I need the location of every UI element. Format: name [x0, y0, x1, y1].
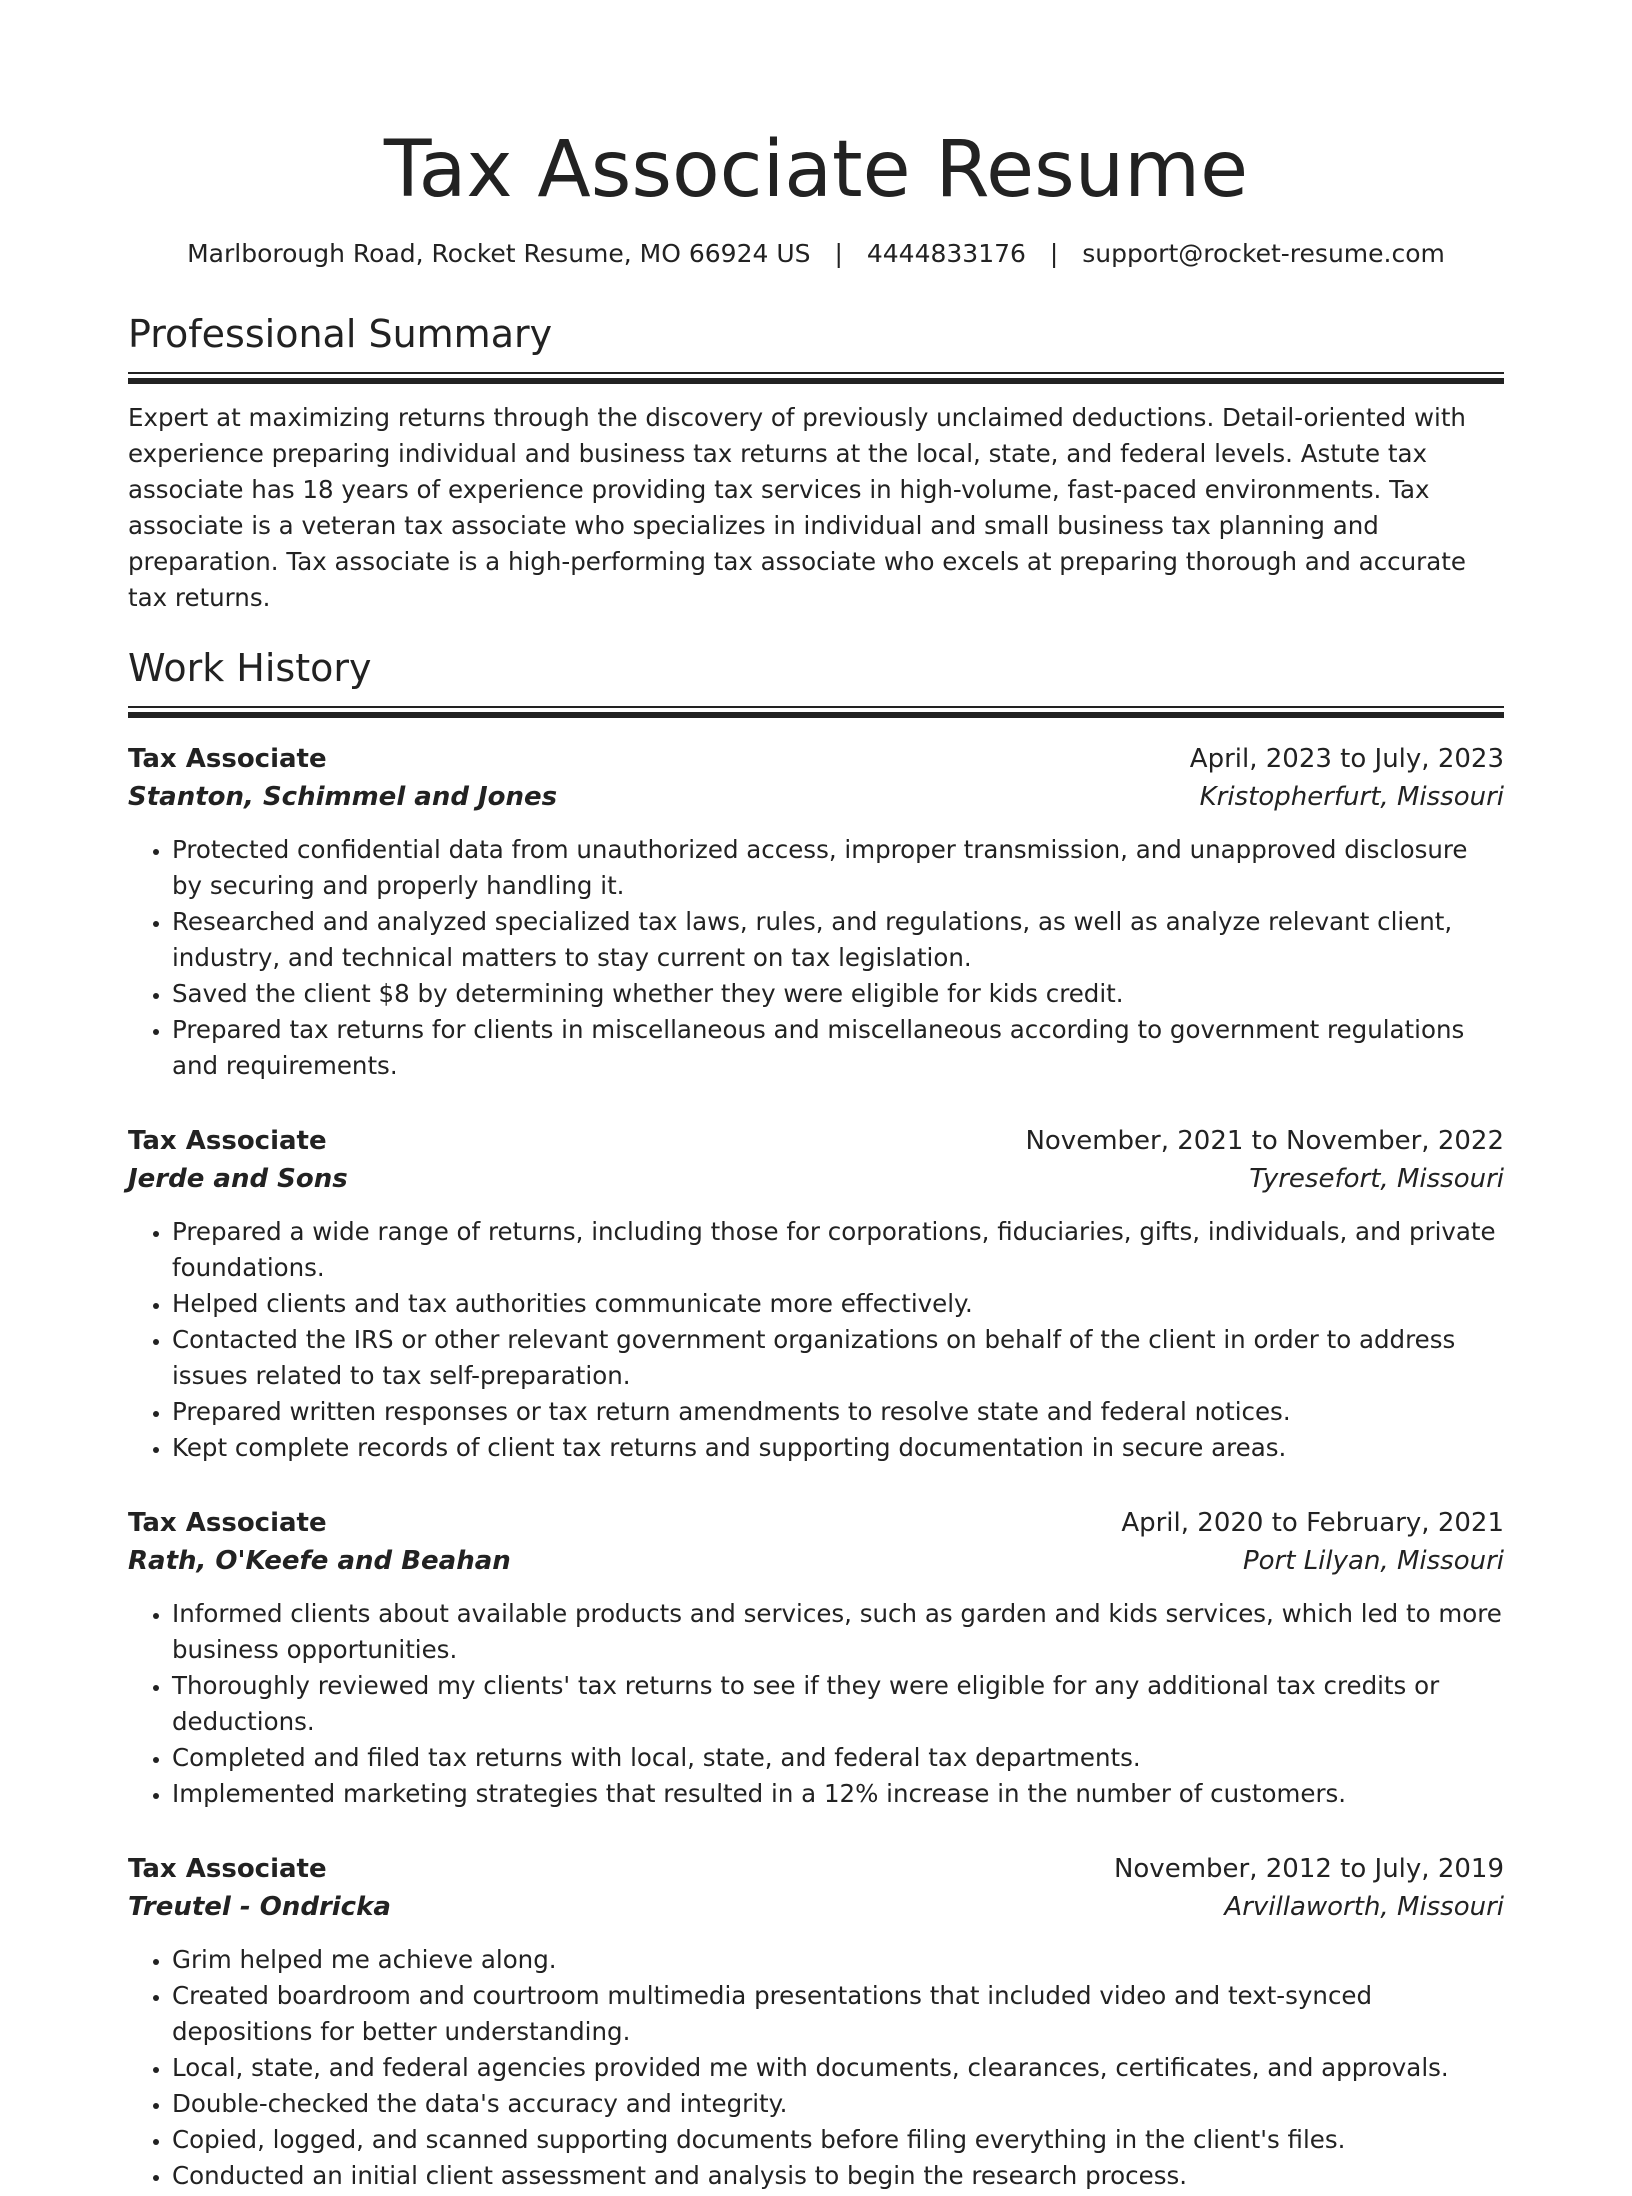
contact-address: Marlborough Road, Rocket Resume, MO 66924 US — [187, 239, 811, 268]
job-duty-item: • Prepared written responses or tax return amendments to resolve state and federal notices. — [172, 1394, 1504, 1430]
job-duty-item: • Helped clients and tax authorities communicate more effectively. — [172, 1286, 1504, 1322]
job-header-row — [128, 740, 1504, 778]
job-title: Tax Associate — [128, 744, 327, 774]
job-company: Rath, O'Keefe and Beahan — [128, 1546, 511, 1576]
job-duties-list — [128, 832, 1504, 1084]
job-duty-item: • Local, state, and federal agencies provided me with documents, clearances, certificates, and approvals. — [172, 2050, 1504, 2086]
job-duty-item: • Conducted an initial client assessment and analysis to begin the research process. — [172, 2158, 1504, 2194]
professional-summary-section — [128, 310, 1504, 616]
section-divider — [128, 372, 1504, 384]
job-company: Treutel - Ondricka — [128, 1892, 391, 1922]
job-company-row — [128, 1542, 1504, 1580]
job-duty-item: • Thoroughly reviewed my clients' tax returns to see if they were eligible for any additional tax credits or deductions. — [172, 1668, 1504, 1740]
contact-separator: | — [1049, 239, 1059, 268]
job-dates: April, 2023 to July, 2023 — [1189, 744, 1504, 774]
job-duty-item: • Kept complete records of client tax returns and supporting documentation in secure areas. — [172, 1430, 1504, 1466]
job-duty-item: • Double-checked the data's accuracy and integrity. — [172, 2086, 1504, 2122]
section-divider — [128, 706, 1504, 718]
job-header-row — [128, 1850, 1504, 1888]
section-title-work-history: Work History — [128, 646, 372, 690]
contact-email: support@rocket-resume.com — [1082, 239, 1445, 268]
job-header-row — [128, 1122, 1504, 1160]
summary-text: Expert at maximizing returns through the discovery of previously unclaimed deductions. Detail-oriented with experience preparing individual and business tax returns at the local, state, and federal levels. Astute tax associate has 18 years of experience providing tax services in high-volume, fast-paced environments. Tax associate is a veteran tax associate who specializes in individual and small business tax planning and preparation. Tax associate is a high-performing tax associate who excels at preparing thorough and accurate tax returns. — [128, 403, 1466, 612]
job-company-row — [128, 778, 1504, 816]
job-dates: November, 2021 to November, 2022 — [1025, 1126, 1504, 1156]
job-dates: April, 2020 to February, 2021 — [1121, 1508, 1504, 1538]
job-entry — [128, 1504, 1504, 1812]
job-duty-item: • Saved the client $8 by determining whether they were eligible for kids credit. — [172, 976, 1504, 1012]
section-title-summary: Professional Summary — [128, 312, 553, 356]
job-duty-item: • Grim helped me achieve along. — [172, 1942, 1504, 1978]
job-duties-list — [128, 1942, 1504, 2194]
resume-title: Tax Associate Resume — [383, 125, 1249, 215]
job-dates: November, 2012 to July, 2019 — [1113, 1854, 1504, 1884]
job-duties-list — [128, 1596, 1504, 1812]
job-location: Port Lilyan, Missouri — [1242, 1546, 1504, 1576]
job-title: Tax Associate — [128, 1508, 327, 1538]
job-duty-item: • Prepared a wide range of returns, including those for corporations, fiduciaries, gifts, individuals, and private foundations. — [172, 1214, 1504, 1286]
job-duties-list — [128, 1214, 1504, 1466]
job-duty-item: • Researched and analyzed specialized tax laws, rules, and regulations, as well as analyze relevant client, industry, and technical matters to stay current on tax legislation. — [172, 904, 1504, 976]
job-entry — [128, 1850, 1504, 2194]
contact-phone: 4444833176 — [866, 239, 1026, 268]
work-history-section — [128, 644, 1504, 2194]
contact-line — [128, 236, 1504, 272]
job-duty-item: • Informed clients about available products and services, such as garden and kids services, which led to more business opportunities. — [172, 1596, 1504, 1668]
job-company: Stanton, Schimmel and Jones — [128, 782, 558, 812]
job-entry — [128, 1122, 1504, 1466]
job-duty-item: • Contacted the IRS or other relevant government organizations on behalf of the client in order to address issues related to tax self-preparation. — [172, 1322, 1504, 1394]
job-location: Arvillaworth, Missouri — [1224, 1892, 1504, 1922]
job-duty-item: • Protected confidential data from unauthorized access, improper transmission, and unapproved disclosure by securing and properly handling it. — [172, 832, 1504, 904]
job-duty-item: • Copied, logged, and scanned supporting documents before filing everything in the client's files. — [172, 2122, 1504, 2158]
job-duty-item: • Implemented marketing strategies that resulted in a 12% increase in the number of customers. — [172, 1776, 1504, 1812]
job-header-row — [128, 1504, 1504, 1542]
job-company: Jerde and Sons — [128, 1164, 348, 1194]
contact-separator: | — [834, 239, 843, 268]
job-duty-item: • Created boardroom and courtroom multimedia presentations that included video and text-synced depositions for better understanding. — [172, 1978, 1504, 2050]
job-title: Tax Associate — [128, 1854, 327, 1884]
job-company-row — [128, 1888, 1504, 1926]
job-duty-item: • Prepared tax returns for clients in miscellaneous and miscellaneous according to government regulations and requirements. — [172, 1012, 1504, 1084]
job-title: Tax Associate — [128, 1126, 327, 1156]
job-location: Kristopherfurt, Missouri — [1199, 782, 1504, 812]
job-company-row — [128, 1160, 1504, 1198]
job-entry — [128, 740, 1504, 1084]
resume-page — [128, 0, 1504, 2194]
job-location: Tyresefort, Missouri — [1249, 1164, 1504, 1194]
job-duty-item: • Completed and filed tax returns with local, state, and federal tax departments. — [172, 1740, 1504, 1776]
